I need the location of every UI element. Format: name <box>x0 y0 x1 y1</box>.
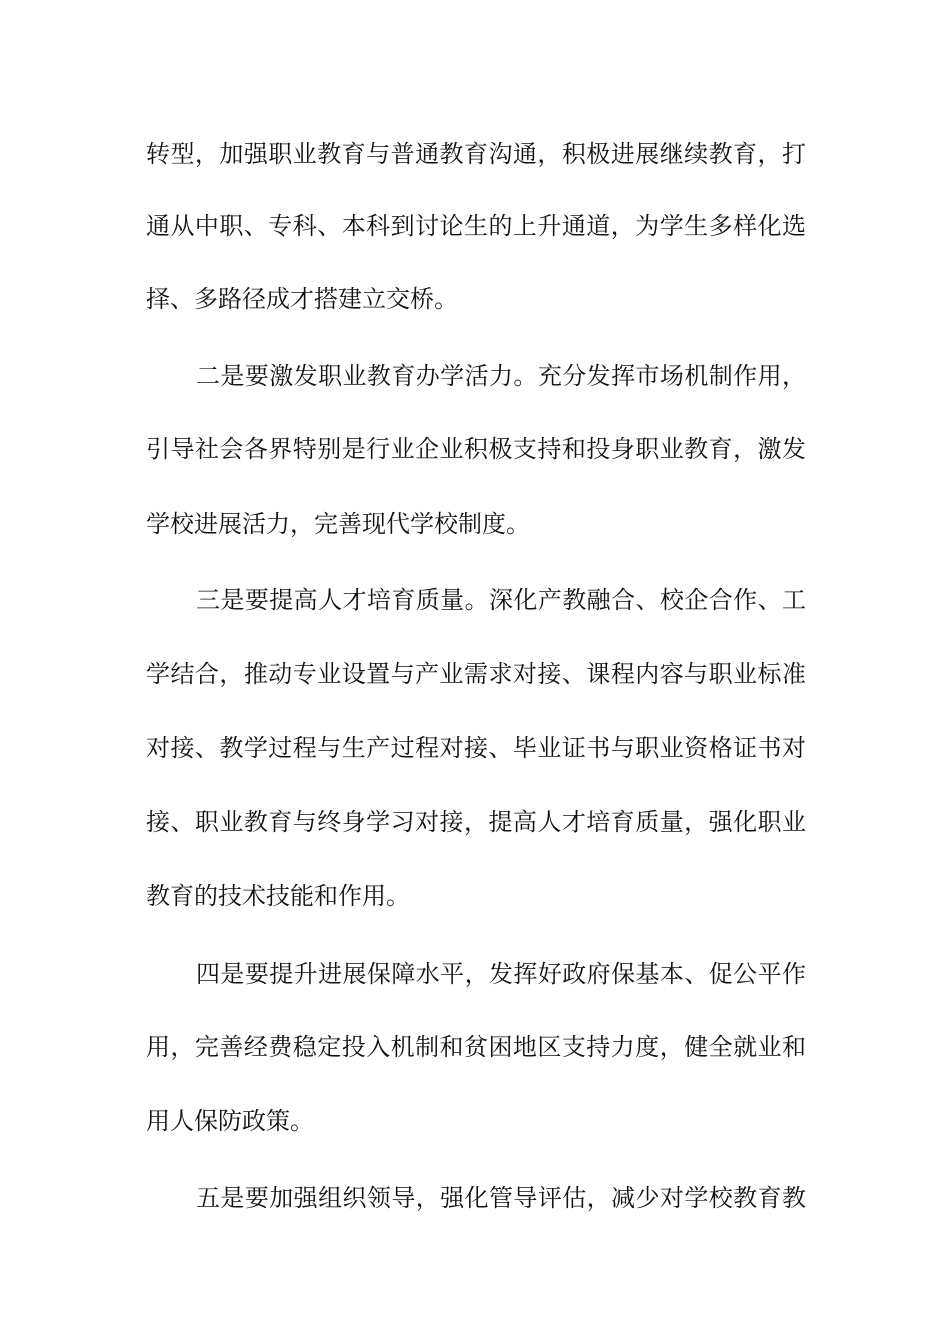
paragraph-line: 学结合，推动专业设置与产业需求对接、课程内容与职业标准 <box>146 660 806 688</box>
paragraph-line: 四是要提升进展保障水平，发挥好政府保基本、促公平作 <box>196 960 806 988</box>
paragraph-line: 用，完善经费稳定投入机制和贫困地区支持力度，健全就业和 <box>146 1033 806 1061</box>
paragraph-line: 对接、教学过程与生产过程对接、毕业证书与职业资格证书对 <box>146 734 806 762</box>
paragraph-line: 教育的技术技能和作用。 <box>146 882 410 910</box>
paragraph-line: 三是要提高人才培育质量。深化产教融合、校企合作、工 <box>196 586 806 614</box>
paragraph-line: 择、多路径成才搭建立交桥。 <box>146 285 458 313</box>
paragraph-line: 引导社会各界特别是行业企业积极支持和投身职业教育，激发 <box>146 435 806 463</box>
paragraph-line: 二是要激发职业教育办学活力。充分发挥市场机制作用， <box>196 362 806 390</box>
paragraph-line: 用人保防政策。 <box>146 1107 314 1135</box>
paragraph-line: 通从中职、专科、本科到讨论生的上升通道，为学生多样化选 <box>146 212 806 240</box>
paragraph-line: 转型，加强职业教育与普通教育沟通，积极进展继续教育，打 <box>146 140 806 168</box>
paragraph-line: 五是要加强组织领导，强化管导评估，减少对学校教育教 <box>196 1184 806 1212</box>
paragraph-line: 接、职业教育与终身学习对接，提高人才培育质量，强化职业 <box>146 808 806 836</box>
paragraph-line: 学校进展活力，完善现代学校制度。 <box>146 510 530 538</box>
